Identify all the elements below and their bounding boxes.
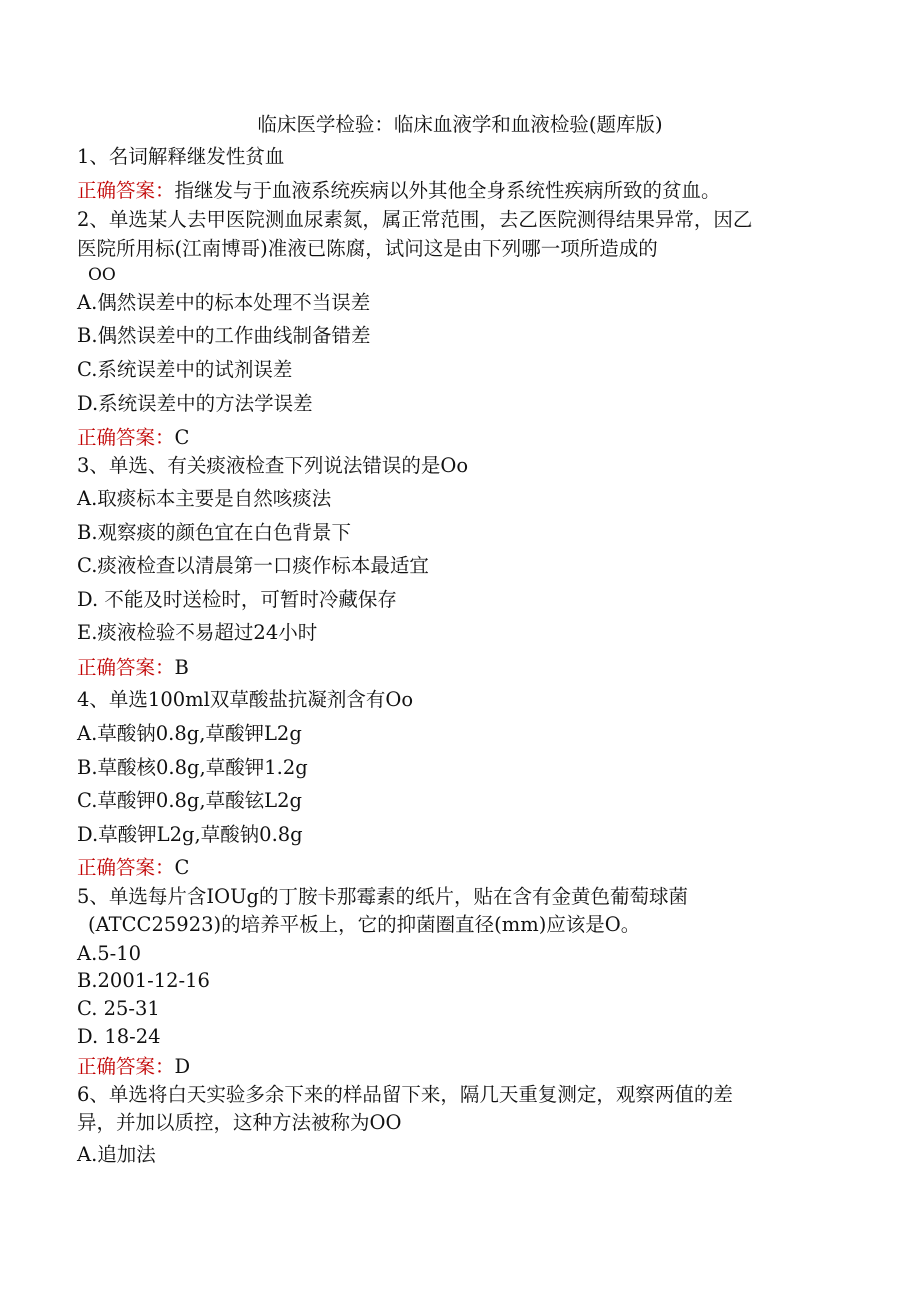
question-2-option-b: B.偶然误差中的工作曲线制备错差	[77, 324, 371, 347]
question-5-stem-line-1: 5、单选每片含IOUg的丁胺卡那霉素的纸片，贴在含有金黄色葡萄球菌	[77, 885, 689, 908]
answer-label: 正确答案：	[77, 856, 175, 879]
answer-value: C	[174, 856, 190, 879]
question-3-answer	[77, 655, 189, 681]
question-5-stem-line-2: (ATCC25923)的培养平板上，它的抑菌圈直径(mm)应该是O。	[88, 913, 641, 936]
question-5-option-d: D. 18-24	[77, 1025, 161, 1048]
question-2-answer	[77, 425, 189, 451]
answer-value: B	[174, 656, 189, 679]
question-2-stem-line-1: 2、单选某人去甲医院测血尿素氮，属正常范围，去乙医院测得结果异常，因乙	[77, 208, 753, 231]
answer-label: 正确答案：	[77, 426, 175, 449]
question-5-answer	[77, 1054, 190, 1080]
question-2-stem-line-2: 医院所用标(江南博哥)准液已陈腐，试问这是由下列哪一项所造成的	[77, 237, 658, 260]
answer-label: 正确答案：	[77, 656, 175, 679]
answer-value: C	[174, 426, 190, 449]
question-4-answer	[77, 855, 189, 881]
question-3-option-d: D. 不能及时送检时，可暂时冷藏保存	[77, 588, 397, 611]
question-3-option-b: B.观察痰的颜色宜在白色背景下	[77, 521, 352, 544]
question-6-option-a: A.追加法	[77, 1143, 156, 1166]
question-5-option-a: A.5-10	[77, 942, 142, 965]
document-title: 临床医学检验：临床血液学和血液检验(题库版)	[257, 113, 663, 136]
question-2-option-d: D.系统误差中的方法学误差	[77, 392, 313, 415]
question-2-stem-line-3: OO	[88, 265, 116, 285]
question-2-option-c: C.系统误差中的试剂误差	[77, 358, 293, 381]
question-3-option-a: A.取痰标本主要是自然咳痰法	[77, 487, 332, 510]
answer-value: 指继发与于血液系统疾病以外其他全身系统性疾病所致的贫血。	[174, 179, 721, 202]
question-1-answer	[77, 178, 721, 204]
question-4-option-a: A.草酸钠0.8g,草酸钾L2g	[77, 722, 302, 745]
question-6-stem-line-2: 异，并加以质控，这种方法被称为OO	[77, 1111, 402, 1134]
answer-label: 正确答案：	[77, 1055, 175, 1078]
question-4-stem: 4、单选100ml双草酸盐抗凝剂含有Oo	[77, 688, 414, 711]
answer-label: 正确答案：	[77, 179, 175, 202]
question-3-option-e: E.痰液检验不易超过24小时	[77, 621, 318, 644]
question-4-option-c: C.草酸钾0.8g,草酸铉L2g	[77, 789, 302, 812]
question-4-option-d: D.草酸钾L2g,草酸钠0.8g	[77, 823, 303, 846]
question-5-option-c: C. 25-31	[77, 997, 160, 1020]
question-3-option-c: C.痰液检查以清晨第一口痰作标本最适宜	[77, 554, 429, 577]
question-4-option-b: B.草酸核0.8g,草酸钾1.2g	[77, 756, 308, 779]
question-1-stem: 1、名词解释继发性贫血	[77, 145, 285, 168]
question-6-stem-line-1: 6、单选将白天实验多余下来的样品留下来，隔几天重复测定，观察两值的差	[77, 1083, 733, 1106]
question-2-option-a: A.偶然误差中的标本处理不当误差	[77, 291, 371, 314]
question-5-option-b: B.2001-12-16	[77, 969, 210, 992]
answer-value: D	[174, 1055, 191, 1078]
question-3-stem: 3、单选、有关痰液检查下列说法错误的是Oo	[77, 454, 469, 477]
